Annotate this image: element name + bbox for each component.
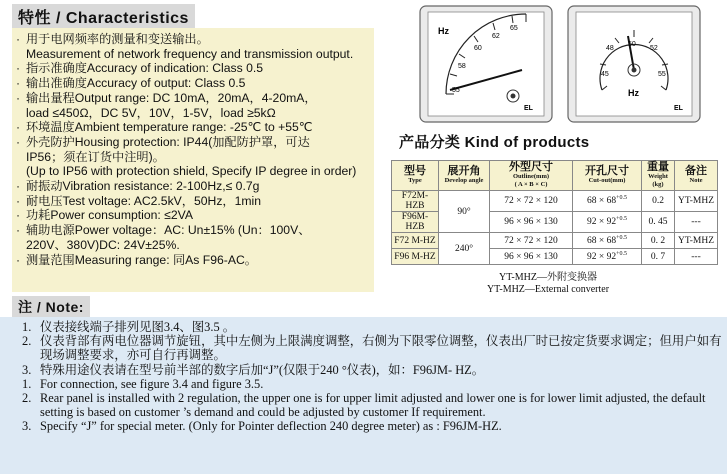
right-meter-tick: 55 [658,71,666,78]
char-item: Measurement of network frequency and transmission output. [26,46,354,61]
char-item: · 输出量程Output range: DC 10mA，20mA，4-20mA， [16,90,317,105]
products-title: 产品分类 Kind of products [399,134,590,151]
note-item: 3. Specify “J” for special meter. (Only for Pointer deflection 240 degree meter) as : F96JM-HZ. [22,419,502,434]
right-meter-unit: Hz [628,88,639,98]
table-row: F96M-HZB 96 × 96 × 130 $92 \times 92^{+0.5}$ 0. 45 --- [392,212,718,233]
note-item: 3. 特殊用途仪表请在型号前半部的数字后加“J”(仅限于240 °仪表)，如：F96JM- HZ。 [22,362,485,377]
char-item: · 辅助电源Power voltage：AC: Un±15% (Un：100V、 [16,223,311,238]
note-item: 1. For connection, see figure 3.4 and figure 3.5. [22,376,264,391]
left-meter-tick: 65 [510,25,518,32]
left-meter-tick: 58 [458,63,466,70]
char-item: (Up to IP56 with protection shield, Specify IP degree in order) [26,164,357,179]
meter-images [416,4,724,124]
char-item: · 耐电压Test voltage: AC2.5kV，50Hz，1min [16,193,262,208]
char-item: load ≤450Ω，DC 5V，10V，1-5V，load ≥5kΩ [26,105,276,120]
left-meter-tick: 62 [492,33,500,40]
char-item: · 用于电网频率的测量和变送输出。 [16,32,209,46]
header-cutout: 开孔尺寸 Cut-out(mm) [573,161,642,191]
notes-title: 注 / Note: [12,296,90,318]
characteristics-title: 特性 / Characteristics [12,4,195,29]
char-item: IP56；须在订货中注明)。 [26,149,165,164]
table-row: F96 M-HZ 96 × 96 × 130 $92 \times 92^{+0.5}$ 0. 7 --- [392,249,718,265]
header-type: 型号 Type [392,161,439,191]
char-item: 220V、380V)DC: 24V±25%. [26,237,180,252]
left-meter-unit: Hz [438,26,449,36]
note-item: 1. 仪表接线端子排列见图3.4、图3.5 。 [22,320,236,334]
char-item: · 输出准确度Accuracy of output: Class 0.5 [16,76,246,91]
header-note: 备注 Note [675,161,718,191]
left-meter-tick: 55 [452,87,460,94]
note-item: 2. Rear panel is installed with 2 regulation, the upper one is for upper limit adjusted and lower one is for lower limit adjusted, the default setting is based on customer ’s demand and could be adjusted by customer If requirement. [22,391,706,420]
table-row: F72 M-HZ 240° 72 × 72 × 120 $68 \times 68^{+0.5}$ 0. 2 YT-MHZ [392,233,718,249]
header-outline: 外型尺寸 Outline(mm) ( A × B × C) [490,161,573,191]
header-angle: 展开角 Develop angle [439,161,490,191]
right-meter-brand: EL [674,105,683,112]
char-item: · 指示准确度Accuracy of indication: Class 0.5 [16,61,264,76]
char-item: · 外壳防护Housing protection: IP44(加配防护罩，可达 [16,134,310,149]
meter-240-degree [568,6,700,122]
converter-caption-en: YT-MHZ—External converter [486,284,610,295]
char-item: · 功耗Power consumption: ≤2VA [16,208,193,223]
right-meter-tick: 50 [628,41,636,48]
char-item: · 测量范围Measuring range: 同As F96-AC。 [16,252,257,267]
header-weight: 重量 Weight (kg) [642,161,675,191]
table-row: F72M-HZB 90° 72 × 72 × 120 $68 \times 68^{+0.5}$ 0.2 YT-MHZ [392,191,718,212]
products-table [391,160,718,265]
meter-90-degree [420,6,552,122]
right-meter-tick: 52 [650,45,658,52]
characteristics-list [16,32,376,267]
note-item: 2. 仪表背部有两电位器调节旋钮，其中左侧为上限满度调整，右侧为下限零位调整，仪表出厂时已按定货要求调定；但用户如有现场调整要求，亦可自行再调整。 [22,334,722,363]
char-item: · 耐振动Vibration resistance: 2-100Hz,≤ 0.7g [16,179,260,194]
char-item: · 环境温度Ambient temperature range: -25℃ to +55℃ [16,120,313,135]
right-meter-tick: 45 [601,71,609,78]
converter-caption-cn: YT-MHZ—外附变换器 [499,272,597,283]
left-meter-brand: EL [524,105,533,112]
notes-list [22,320,722,434]
left-meter-tick: 60 [474,45,482,52]
table-header-row [392,161,718,191]
right-meter-tick: 48 [606,45,614,52]
converter-caption [473,272,623,296]
